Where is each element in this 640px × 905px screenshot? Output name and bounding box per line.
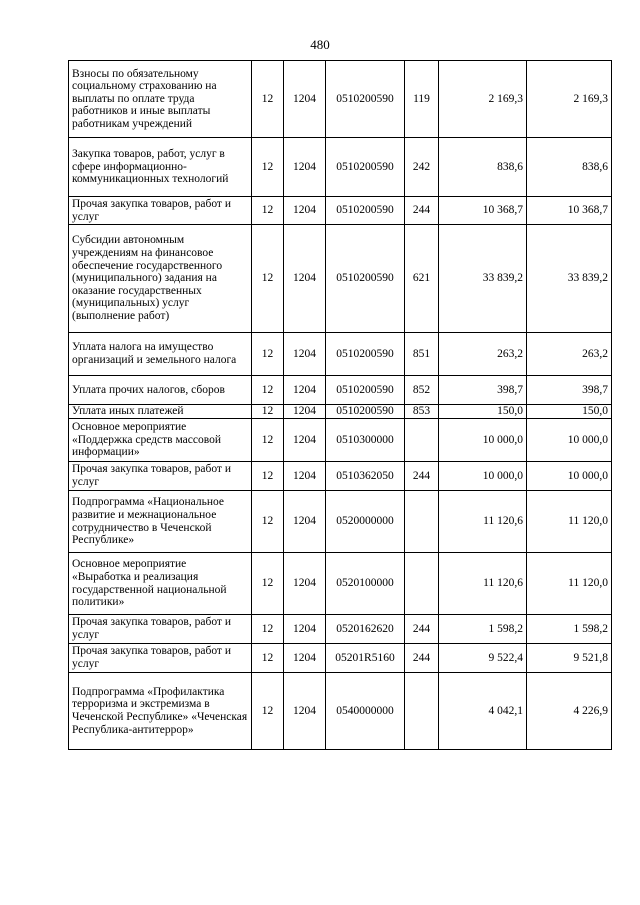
row-name: Субсидии автономным учреждениям на финансовое обеспечение государственного (муниципального) задания на оказание государственных (муниципальных) услуг (выполнение работ)	[69, 225, 252, 333]
table-row	[69, 197, 612, 225]
subsection-code: 1204	[284, 553, 326, 615]
target-article-code: 0520000000	[326, 491, 405, 553]
target-article-code: 0510200590	[326, 61, 405, 138]
table-row	[69, 405, 612, 419]
amount-second: 9 521,8	[527, 644, 612, 673]
expense-type-code	[405, 419, 439, 462]
amount-second: 398,7	[527, 376, 612, 405]
section-code: 12	[252, 462, 284, 491]
amount-first: 11 120,6	[439, 491, 527, 553]
amount-first: 150,0	[439, 405, 527, 419]
subsection-code: 1204	[284, 61, 326, 138]
row-name: Прочая закупка товаров, работ и услуг	[69, 197, 252, 225]
amount-first: 838,6	[439, 138, 527, 197]
amount-first: 1 598,2	[439, 615, 527, 644]
expense-type-code: 852	[405, 376, 439, 405]
table-row	[69, 419, 612, 462]
expense-type-code: 621	[405, 225, 439, 333]
target-article-code: 0510300000	[326, 419, 405, 462]
target-article-code: 0510362050	[326, 462, 405, 491]
subsection-code: 1204	[284, 197, 326, 225]
subsection-code: 1204	[284, 462, 326, 491]
table-row	[69, 644, 612, 673]
expense-type-code: 244	[405, 644, 439, 673]
row-name: Основное мероприятие «Поддержка средств массовой информации»	[69, 419, 252, 462]
section-code: 12	[252, 61, 284, 138]
expense-type-code	[405, 553, 439, 615]
section-code: 12	[252, 553, 284, 615]
amount-first: 11 120,6	[439, 553, 527, 615]
amount-second: 10 368,7	[527, 197, 612, 225]
target-article-code: 0510200590	[326, 225, 405, 333]
target-article-code: 0510200590	[326, 197, 405, 225]
row-name: Подпрограмма «Национальное развитие и межнациональное сотрудничество в Чеченской Республике»	[69, 491, 252, 553]
budget-table-body	[69, 61, 612, 750]
target-article-code: 0510200590	[326, 333, 405, 376]
section-code: 12	[252, 405, 284, 419]
table-row	[69, 333, 612, 376]
subsection-code: 1204	[284, 333, 326, 376]
subsection-code: 1204	[284, 138, 326, 197]
expense-type-code: 853	[405, 405, 439, 419]
section-code: 12	[252, 419, 284, 462]
section-code: 12	[252, 376, 284, 405]
section-code: 12	[252, 333, 284, 376]
expense-type-code: 851	[405, 333, 439, 376]
row-name: Основное мероприятие «Выработка и реализация государственной национальной политики»	[69, 553, 252, 615]
section-code: 12	[252, 197, 284, 225]
table-row	[69, 138, 612, 197]
amount-second: 10 000,0	[527, 462, 612, 491]
page-number: 480	[310, 37, 330, 52]
amount-first: 2 169,3	[439, 61, 527, 138]
table-row	[69, 462, 612, 491]
section-code: 12	[252, 138, 284, 197]
row-name: Прочая закупка товаров, работ и услуг	[69, 615, 252, 644]
budget-table	[68, 60, 612, 750]
expense-type-code: 242	[405, 138, 439, 197]
section-code: 12	[252, 644, 284, 673]
expense-type-code	[405, 491, 439, 553]
table-row	[69, 615, 612, 644]
expense-type-code: 244	[405, 197, 439, 225]
subsection-code: 1204	[284, 376, 326, 405]
row-name: Закупка товаров, работ, услуг в сфере информационно-коммуникационных технологий	[69, 138, 252, 197]
amount-first: 4 042,1	[439, 673, 527, 750]
subsection-code: 1204	[284, 419, 326, 462]
subsection-code: 1204	[284, 491, 326, 553]
table-row	[69, 225, 612, 333]
expense-type-code	[405, 673, 439, 750]
amount-first: 10 368,7	[439, 197, 527, 225]
table-row	[69, 61, 612, 138]
amount-second: 11 120,0	[527, 491, 612, 553]
section-code: 12	[252, 615, 284, 644]
table-row	[69, 553, 612, 615]
row-name: Уплата прочих налогов, сборов	[69, 376, 252, 405]
row-name: Взносы по обязательному социальному страхованию на выплаты по оплате труда работников и иные выплаты работникам учреждений	[69, 61, 252, 138]
target-article-code: 0520100000	[326, 553, 405, 615]
amount-second: 11 120,0	[527, 553, 612, 615]
subsection-code: 1204	[284, 615, 326, 644]
table-row	[69, 491, 612, 553]
amount-first: 10 000,0	[439, 419, 527, 462]
row-name: Подпрограмма «Профилактика терроризма и экстремизма в Чеченской Республике» «Чеченская Республика-антитеррор»	[69, 673, 252, 750]
amount-first: 9 522,4	[439, 644, 527, 673]
section-code: 12	[252, 491, 284, 553]
expense-type-code: 244	[405, 615, 439, 644]
row-name: Уплата иных платежей	[69, 405, 252, 419]
row-name: Уплата налога на имущество организаций и земельного налога	[69, 333, 252, 376]
row-name: Прочая закупка товаров, работ и услуг	[69, 644, 252, 673]
section-code: 12	[252, 673, 284, 750]
expense-type-code: 119	[405, 61, 439, 138]
expense-type-code: 244	[405, 462, 439, 491]
amount-second: 10 000,0	[527, 419, 612, 462]
amount-second: 838,6	[527, 138, 612, 197]
subsection-code: 1204	[284, 673, 326, 750]
amount-second: 1 598,2	[527, 615, 612, 644]
target-article-code: 0520162620	[326, 615, 405, 644]
amount-second: 33 839,2	[527, 225, 612, 333]
table-row	[69, 376, 612, 405]
target-article-code: 05201R5160	[326, 644, 405, 673]
subsection-code: 1204	[284, 644, 326, 673]
amount-second: 4 226,9	[527, 673, 612, 750]
target-article-code: 0510200590	[326, 138, 405, 197]
target-article-code: 0510200590	[326, 376, 405, 405]
subsection-code: 1204	[284, 225, 326, 333]
table-row	[69, 673, 612, 750]
amount-first: 10 000,0	[439, 462, 527, 491]
amount-first: 33 839,2	[439, 225, 527, 333]
amount-first: 263,2	[439, 333, 527, 376]
row-name: Прочая закупка товаров, работ и услуг	[69, 462, 252, 491]
amount-second: 2 169,3	[527, 61, 612, 138]
amount-first: 398,7	[439, 376, 527, 405]
amount-second: 150,0	[527, 405, 612, 419]
subsection-code: 1204	[284, 405, 326, 419]
target-article-code: 0510200590	[326, 405, 405, 419]
target-article-code: 0540000000	[326, 673, 405, 750]
section-code: 12	[252, 225, 284, 333]
amount-second: 263,2	[527, 333, 612, 376]
